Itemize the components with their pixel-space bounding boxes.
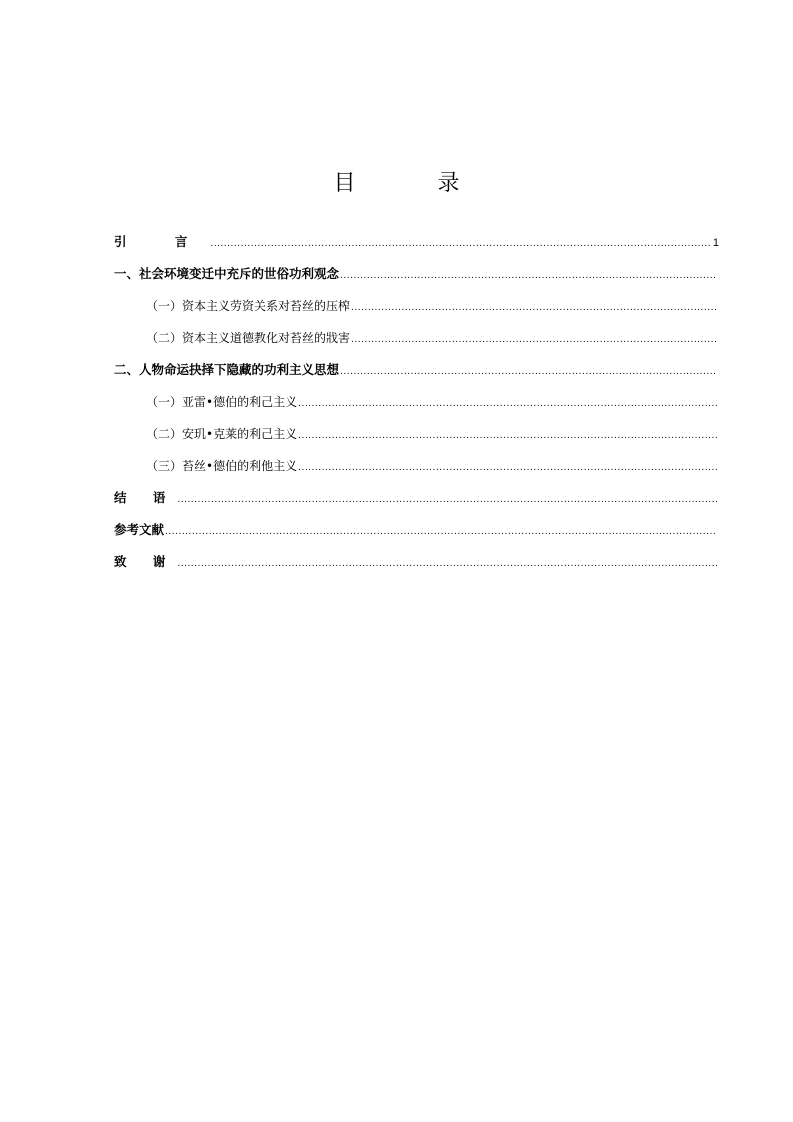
toc-entry-label: （二）安玑•克莱的利己主义 (146, 427, 298, 441)
toc-entry-label: 致 谢 (114, 554, 177, 569)
toc-entry-label: 结 语 (114, 490, 177, 505)
toc-entry-section-2-2[interactable] (114, 418, 719, 450)
toc-leader-dots (177, 548, 717, 578)
toc-entry-label: 一、社会环境变迁中充斥的世俗功利观念 (114, 266, 340, 281)
toc-leader-dots (210, 228, 711, 258)
toc-entry-conclusion[interactable] (114, 482, 719, 514)
toc-leader-dots (165, 516, 717, 546)
table-of-contents (114, 226, 719, 578)
toc-entry-references[interactable] (114, 514, 719, 546)
toc-entry-label: （三）苔丝•德伯的利他主义 (146, 459, 298, 473)
toc-leader-dots (340, 260, 717, 290)
toc-entry-section-2-1[interactable] (114, 386, 719, 418)
toc-leader-dots (298, 452, 717, 482)
toc-leader-dots (340, 356, 717, 386)
toc-entry-page: 1 (712, 237, 719, 249)
toc-leader-dots (298, 420, 717, 450)
toc-entry-chapter-1[interactable] (114, 258, 719, 290)
toc-entry-section-1-1[interactable] (114, 290, 719, 322)
toc-entry-label: 二、人物命运抉择下隐藏的功利主义思想 (114, 362, 340, 377)
toc-entry-label: （二）资本主义道德教化对苔丝的戕害 (146, 331, 351, 345)
toc-leader-dots (298, 388, 717, 418)
toc-entry-chapter-2[interactable] (114, 354, 719, 386)
toc-title: 目 录 (333, 171, 490, 196)
toc-entry-introduction[interactable] (114, 226, 719, 258)
toc-entry-label: 参考文献 (114, 522, 165, 537)
toc-leader-dots (351, 292, 717, 322)
toc-entry-section-1-2[interactable] (114, 322, 719, 354)
toc-leader-dots (351, 324, 717, 354)
toc-entry-section-2-3[interactable] (114, 450, 719, 482)
toc-entry-acknowledgements[interactable] (114, 546, 719, 578)
toc-entry-label: 引 言 (114, 234, 210, 249)
toc-entry-label: （一）资本主义劳资关系对苔丝的压榨 (146, 299, 351, 313)
toc-leader-dots (177, 484, 717, 514)
toc-entry-label: （一）亚雷•德伯的利己主义 (146, 395, 298, 409)
